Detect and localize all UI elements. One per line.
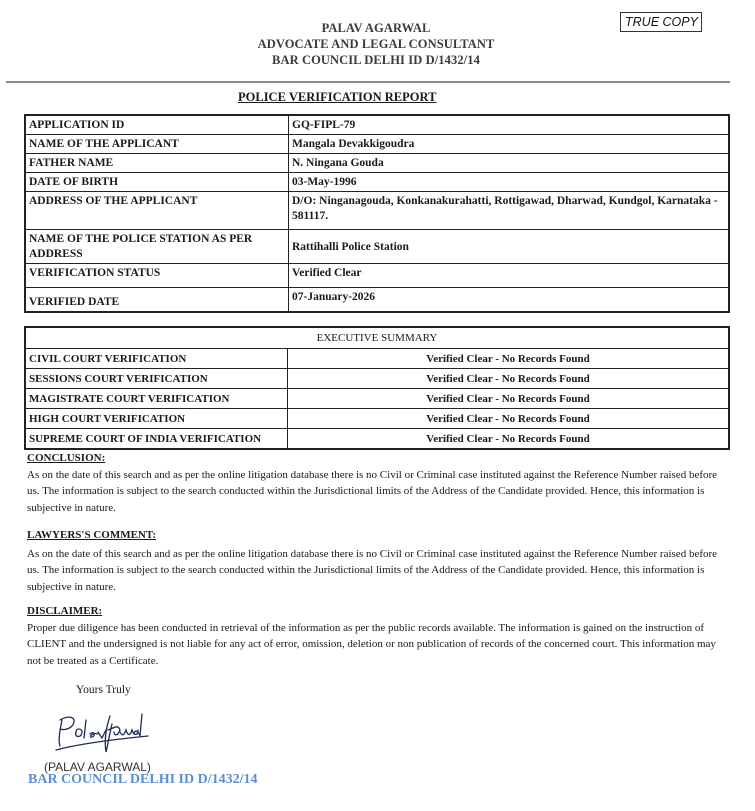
table-row	[25, 264, 729, 288]
field-value: 03-May-1996	[289, 173, 730, 192]
lawyers-comment-section	[27, 527, 727, 595]
table-row	[25, 389, 729, 409]
table-row	[25, 369, 729, 389]
table-header-row	[25, 327, 729, 349]
field-value: D/O: Ninganagouda, Konkanakurahatti, Rottigawad, Dharwad, Kundgol, Karnataka - 581117.	[289, 192, 730, 230]
table-row	[25, 192, 729, 230]
closing-text: Yours Truly	[76, 684, 131, 696]
table-row	[25, 429, 729, 450]
conclusion-text: As on the date of this search and as per the online litigation database there is no Civil or Criminal case instituted against the Reference Number raised before us. The information is subject to the search conducted within the Jurisdictional limits of the Address of the Candidate provided. Hence, this information is subjective in nature.	[27, 468, 718, 514]
court-status: Verified Clear - No Records Found	[288, 409, 730, 429]
field-label: DATE OF BIRTH	[25, 173, 289, 192]
applicant-details-table	[24, 114, 730, 313]
table-row	[25, 173, 729, 192]
court-label: SUPREME COURT OF INDIA VERIFICATION	[25, 429, 288, 450]
court-status: Verified Clear - No Records Found	[288, 389, 730, 409]
disclaimer-text: Proper due diligence has been conducted in retrieval of the information as per the public records available. The information is gained on the instruction of CLIENT and the undersigned is not liable for any act of error, omission, deletion or non publication of records of the concerned court. This information may not be treated as a Certificate.	[27, 621, 716, 667]
field-value: GQ-FIPL-79	[289, 115, 730, 135]
advocate-name: PALAV AGARWAL	[321, 21, 431, 35]
court-status: Verified Clear - No Records Found	[288, 349, 730, 369]
report-title: POLICE VERIFICATION REPORT	[238, 90, 437, 104]
signatory-name: (PALAV AGARWAL)	[44, 760, 151, 774]
table-row	[25, 288, 729, 313]
conclusion-section	[27, 450, 727, 516]
field-label: VERIFICATION STATUS	[25, 264, 289, 288]
conclusion-heading: CONCLUSION:	[27, 452, 106, 464]
court-label: SESSIONS COURT VERIFICATION	[25, 369, 288, 389]
field-value: 07-January-2026	[289, 288, 730, 313]
letterhead	[150, 20, 602, 68]
handwritten-signature-icon	[48, 702, 158, 757]
court-label: MAGISTRATE COURT VERIFICATION	[25, 389, 288, 409]
executive-summary-table	[24, 326, 730, 450]
signatory-bar-id: BAR COUNCIL DELHI ID D/1432/14	[28, 772, 258, 787]
bar-council-id: BAR COUNCIL DELHI ID D/1432/14	[272, 53, 480, 67]
field-value: Rattihalli Police Station	[289, 230, 730, 264]
table-row	[25, 154, 729, 173]
field-label: VERIFIED DATE	[25, 288, 289, 313]
court-label: HIGH COURT VERIFICATION	[25, 409, 288, 429]
field-label: FATHER NAME	[25, 154, 289, 173]
table-row	[25, 409, 729, 429]
lawyers-comment-heading: LAWYERS'S COMMENT:	[27, 529, 157, 541]
field-label: NAME OF THE APPLICANT	[25, 135, 289, 154]
lawyers-comment-text: As on the date of this search and as per the online litigation database there is no Civil or Criminal case instituted against the Reference Number raised before us. The information is subject to the search conducted within the Jurisdictional limits of the Address of the Candidate provided. Hence, this information is subjective in nature.	[27, 547, 718, 593]
true-copy-stamp: TRUE COPY	[620, 12, 702, 32]
table-row	[25, 349, 729, 369]
field-value: Verified Clear	[289, 264, 730, 288]
field-label: ADDRESS OF THE APPLICANT	[25, 192, 289, 230]
field-value: Mangala Devakkigoudra	[289, 135, 730, 154]
field-value: N. Ningana Gouda	[289, 154, 730, 173]
header-divider	[6, 81, 730, 83]
summary-heading: EXECUTIVE SUMMARY	[25, 327, 729, 349]
court-status: Verified Clear - No Records Found	[288, 429, 730, 450]
disclaimer-heading: DISCLAIMER:	[27, 605, 103, 617]
table-row	[25, 115, 729, 135]
disclaimer-section	[27, 603, 727, 669]
field-label: NAME OF THE POLICE STATION AS PER ADDRESS	[25, 230, 289, 264]
advocate-title: ADVOCATE AND LEGAL CONSULTANT	[257, 37, 495, 51]
court-status: Verified Clear - No Records Found	[288, 369, 730, 389]
court-label: CIVIL COURT VERIFICATION	[25, 349, 288, 369]
table-row	[25, 135, 729, 154]
table-row	[25, 230, 729, 264]
field-label: APPLICATION ID	[25, 115, 289, 135]
